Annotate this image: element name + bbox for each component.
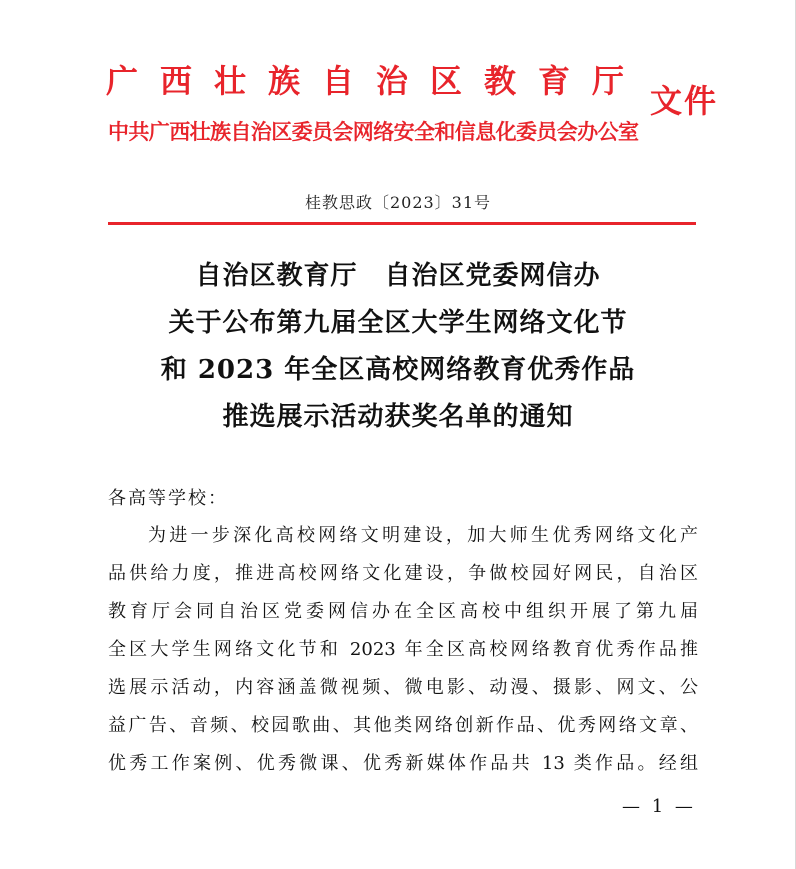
title-line-3: 和 2023 年全区高校网络教育优秀作品 [160, 355, 636, 385]
document-suffix: 文件 [650, 82, 719, 120]
issuer-line-2: 中共广西壮族自治区委员会网络安全和信息化委员会办公室 [108, 119, 639, 144]
salutation: 各高等学校： [108, 488, 228, 509]
body-line: 全区大学生网络文化节和 2023 年全区高校网络教育优秀作品推 [108, 639, 698, 660]
body-line: 优秀工作案例、优秀微课、优秀新媒体作品共 13 类作品。经组 [108, 753, 698, 774]
body-text [108, 517, 698, 783]
title-line-4: 推选展示活动获奖名单的通知 [222, 402, 574, 432]
document-number: 桂教思政〔2023〕31号 [304, 193, 492, 212]
body-line: 品供给力度，推进高校网络文化建设，争做校园好网民，自治区 [108, 563, 698, 584]
page-number: — 1 — [622, 796, 696, 817]
document-title [0, 253, 796, 441]
title-line-1: 自治区教育厅 自治区党委网信办 [195, 261, 601, 291]
red-divider [108, 222, 696, 225]
body-line: 选展示活动，内容涵盖微视频、微电影、动漫、摄影、网文、公 [108, 677, 698, 698]
body-line: 为进一步深化高校网络文明建设，加大师生优秀网络文化产 [148, 525, 698, 546]
body-line: 益广告、音频、校园歌曲、其他类网络创新作品、优秀网络文章、 [108, 715, 698, 736]
body-line: 教育厅会同自治区党委网信办在全区高校中组织开展了第九届 [108, 601, 698, 622]
issuer-line-1: 广西壮族自治区教育厅 [106, 62, 647, 100]
title-line-2: 关于公布第九届全区大学生网络文化节 [168, 308, 628, 338]
